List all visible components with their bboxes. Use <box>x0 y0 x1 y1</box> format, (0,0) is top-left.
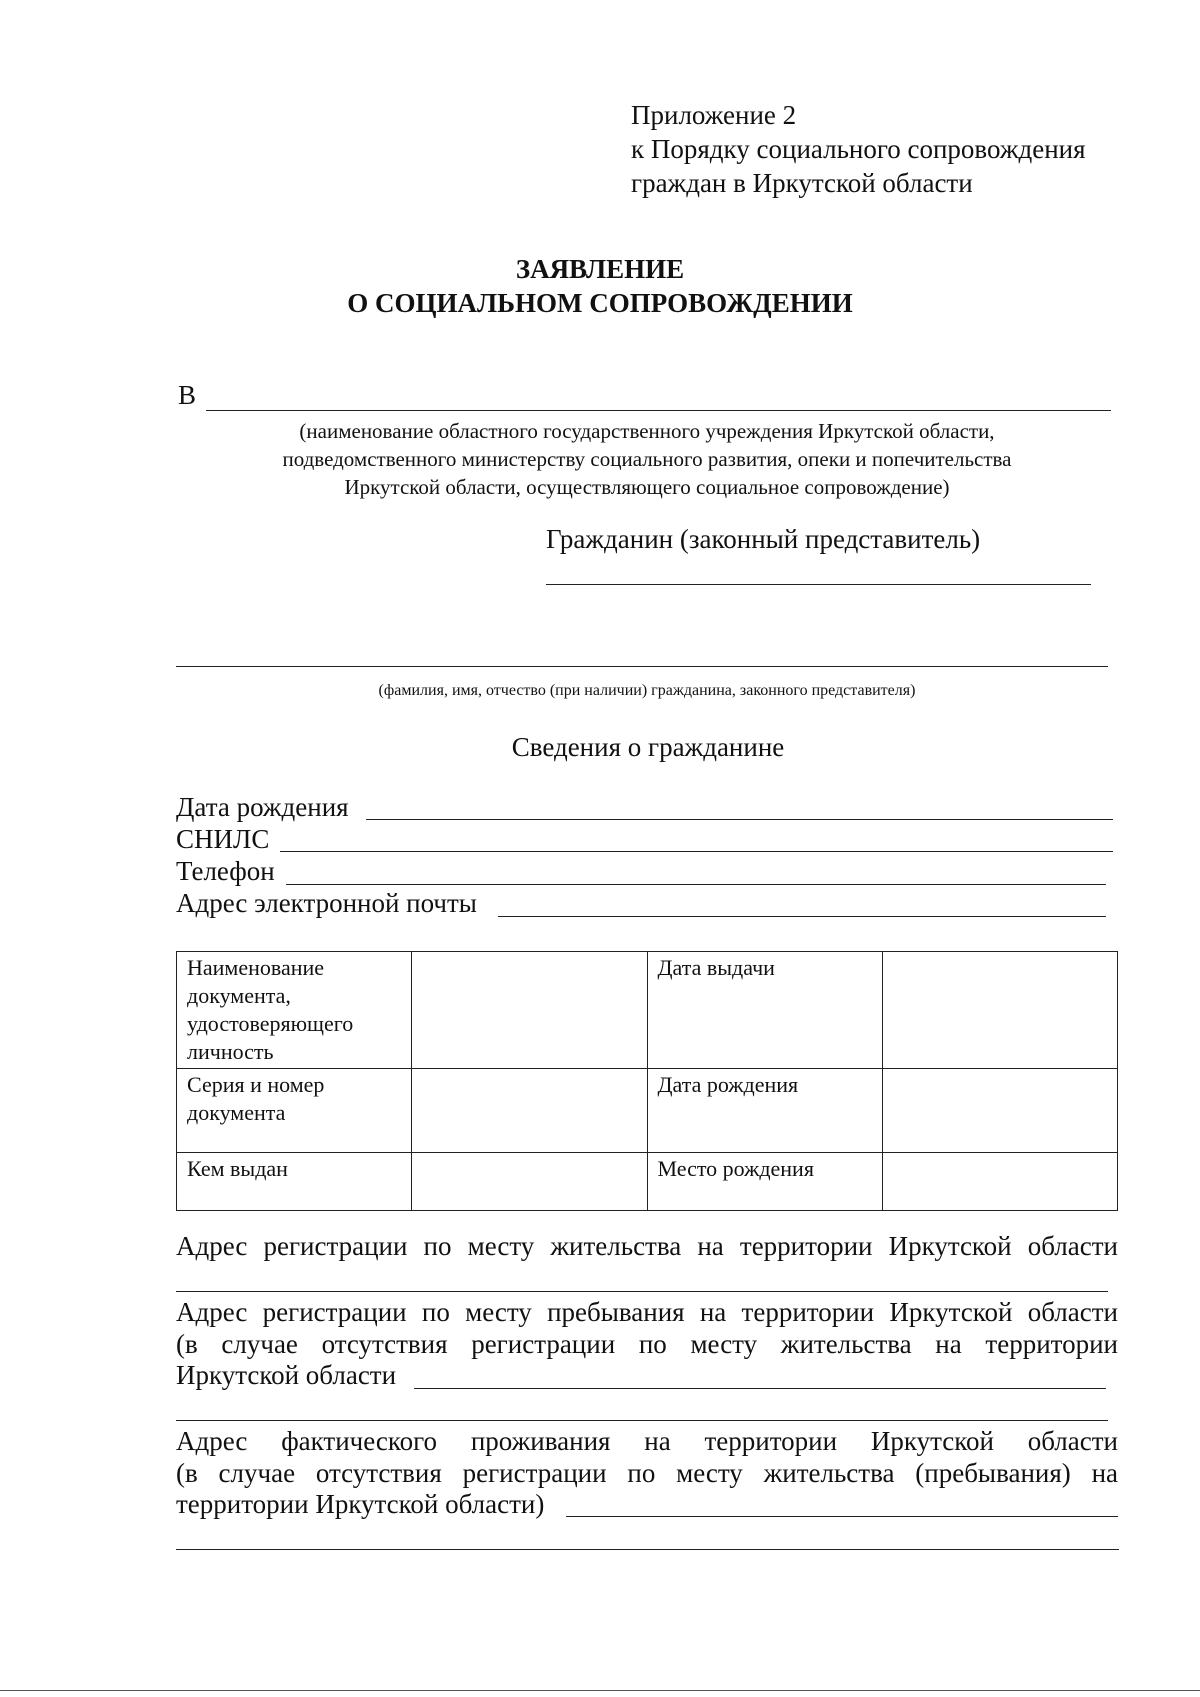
phone-input-line[interactable] <box>286 884 1106 885</box>
document-title <box>0 252 1200 320</box>
title-line-1: ЗАЯВЛЕНИЕ <box>515 254 685 284</box>
stay-address-line-2: (в случае отсутствия регистрации по месту жительства на территории <box>176 1329 1118 1359</box>
issued-by-label: Кем выдан <box>177 1153 412 1211</box>
issue-date-label: Дата выдачи <box>647 952 882 1069</box>
recipient-note-line-1: (наименование областного государственного учреждения Иркутской области, <box>299 419 995 443</box>
citizen-info-heading: Сведения о гражданине <box>511 732 785 762</box>
table-birth-date-label: Дата рождения <box>647 1069 882 1153</box>
doc-name-value-cell[interactable] <box>412 952 647 1069</box>
actual-address-line-2: (в случае отсутствия регистрации по месту жительства (пребывания) на <box>176 1458 1118 1488</box>
stay-address-input-line-2[interactable] <box>176 1420 1108 1421</box>
appendix-line-3: граждан в Иркутской области <box>631 168 973 198</box>
table-row <box>177 1153 1118 1211</box>
issue-date-value-cell[interactable] <box>882 952 1117 1069</box>
recipient-note-line-3: Иркутской области, осуществляющего социальное сопровождение) <box>344 475 950 499</box>
title-line-2: О СОЦИАЛЬНОМ СОПРОВОЖДЕНИИ <box>347 288 853 318</box>
table-row <box>177 952 1118 1069</box>
recipient-prefix: В <box>178 380 197 410</box>
page-bottom-edge <box>0 1690 1200 1691</box>
table-birth-date-value-cell[interactable] <box>882 1069 1117 1153</box>
email-label: Адрес электронной почты <box>176 888 477 918</box>
recipient-note <box>176 417 1118 501</box>
actual-address-input-line-1[interactable] <box>566 1516 1118 1517</box>
issued-by-value-cell[interactable] <box>412 1153 647 1211</box>
appendix-header <box>631 98 1086 200</box>
registration-address-label: Адрес регистрации по месту жительства на территории Иркутской области <box>176 1231 1118 1261</box>
applicant-input-line-1[interactable] <box>546 584 1091 585</box>
stay-address-line-3: Иркутской области <box>176 1360 397 1390</box>
recipient-note-line-2: подведомственного министерству социального развития, опеки и попечительства <box>282 447 1012 471</box>
snils-input-line[interactable] <box>280 851 1113 852</box>
birth-place-label: Место рождения <box>647 1153 882 1211</box>
registration-address-input-line[interactable] <box>176 1291 1108 1292</box>
table-row <box>177 1069 1118 1153</box>
doc-number-label: Серия и номер документа <box>177 1069 412 1153</box>
birth-date-input-line[interactable] <box>366 819 1113 820</box>
snils-label: СНИЛС <box>176 824 270 854</box>
appendix-line-1: Приложение 2 <box>631 100 797 130</box>
actual-address-input-line-2[interactable] <box>176 1549 1119 1550</box>
doc-number-value-cell[interactable] <box>412 1069 647 1153</box>
email-input-line[interactable] <box>498 916 1106 917</box>
recipient-input-line[interactable] <box>206 410 1111 411</box>
actual-address-line-1: Адрес фактического проживания на территории Иркутской области <box>176 1426 1118 1456</box>
phone-label: Телефон <box>176 856 275 886</box>
stay-address-input-line-1[interactable] <box>414 1388 1106 1389</box>
birth-date-label: Дата рождения <box>176 792 349 822</box>
stay-address-line-1: Адрес регистрации по месту пребывания на территории Иркутской области <box>176 1297 1118 1327</box>
doc-name-label: Наименование документа, удостоверяющего личность <box>177 952 412 1069</box>
applicant-input-line-2[interactable] <box>176 666 1108 667</box>
birth-place-value-cell[interactable] <box>882 1153 1117 1211</box>
appendix-line-2: к Порядку социального сопровождения <box>631 134 1086 164</box>
applicant-note: (фамилия, имя, отчество (при наличии) гражданина, законного представителя) <box>378 682 916 699</box>
identity-document-table <box>176 951 1118 1211</box>
applicant-label: Гражданин (законный представитель) <box>546 524 981 554</box>
actual-address-line-3: территории Иркутской области) <box>176 1489 545 1519</box>
